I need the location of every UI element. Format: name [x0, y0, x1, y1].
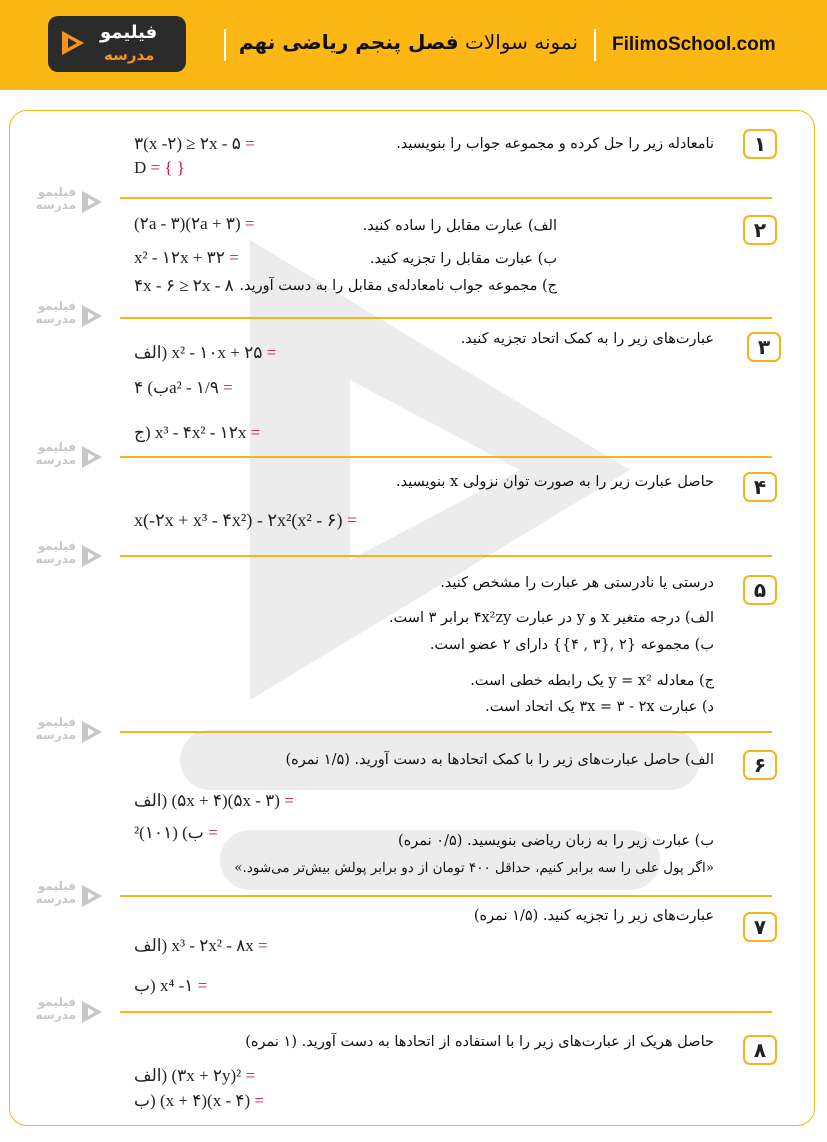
question-text: الف) حاصل عبارت‌های زیر را با کمک اتحادها به دست آورید. (۱/۵ نمره)	[285, 752, 714, 768]
question-divider	[120, 317, 772, 319]
math-expression: ب) x⁴ -۱ =	[134, 976, 208, 995]
question-text: نامعادله زیر را حل کرده و مجموعه جواب را بنویسید.	[396, 136, 714, 152]
side-watermark: فیلیمو مدرسه	[32, 441, 112, 475]
question-text: ج) معادله y = x² یک رابطه خطی است.	[470, 673, 714, 689]
question-text: حاصل هریک از عبارت‌های زیر را با استفاده از اتحادها به دست آورید. (۱ نمره)	[245, 1034, 714, 1050]
math-expression: الف ) (۵x + ۴)(۵x - ۳) =	[134, 791, 294, 810]
question-text: الف) عبارت مقابل را ساده کنید.	[362, 218, 557, 234]
question-number: ۷	[743, 912, 777, 942]
side-watermark: فیلیمو مدرسه	[32, 880, 112, 914]
question-divider	[120, 555, 772, 557]
play-watermark-icon	[80, 719, 104, 745]
side-watermark: فیلیمو مدرسه	[32, 300, 112, 334]
question-number: ۲	[743, 215, 777, 245]
question-number: ۶	[743, 750, 777, 780]
page-title	[240, 30, 578, 54]
question-text: عبارت‌های زیر را تجزیه کنید. (۱/۵ نمره)	[473, 908, 714, 924]
question-text: حاصل عبارت زیر را به صورت توان نزولی x بنویسید.	[396, 474, 714, 490]
math-expression: الف ) x² - ۱۰x + ۲۵ =	[134, 343, 277, 362]
math-expression: ۳(x -۲) ≥ ۲x - ۵ =	[134, 134, 255, 153]
question-divider	[120, 197, 772, 199]
question-text: ب) عبارت مقابل را تجزیه کنید.	[369, 251, 557, 267]
side-watermark: فیلیمو مدرسه	[32, 716, 112, 750]
question-text: ب) عبارت زیر را به زبان ریاضی بنویسید. (۰/۵ نمره)	[397, 833, 714, 849]
play-watermark-icon	[80, 999, 104, 1025]
question-text: الف) درجه متغیر x و y در عبارت ۴x²zy برابر ۳ است.	[388, 610, 714, 626]
site-url[interactable]: FilimoSchool.com	[612, 34, 776, 55]
question-text: عبارت‌های زیر را به کمک اتحاد تجزیه کنید.	[460, 331, 714, 347]
question-text: ب) مجموعه {۲ ,{۳ , ۴}} دارای ۲ عضو است.	[429, 637, 714, 653]
question-text: ج) مجموعه جواب نامعادله‌ی مقابل را به دست آورید.	[239, 278, 557, 294]
title-bold: فصل پنجم ریاضی نهم	[238, 30, 459, 54]
play-watermark-icon	[80, 444, 104, 470]
play-watermark-icon	[80, 883, 104, 909]
math-expression: الف ) (۳x + ۲y)² =	[134, 1066, 256, 1085]
question-text: «اگر پول علی را سه برابر کنیم، حداقل ۴۰۰ تومان از دو برابر پولش بیش‌تر می‌شود.»	[234, 860, 714, 876]
question-divider	[120, 1011, 772, 1013]
math-expression: ب) ۴ a² - ۱/۹ =	[134, 378, 233, 397]
math-expression: D = { }	[134, 158, 185, 177]
logo-top-text: فیلیمو	[100, 22, 158, 43]
math-expression: (۲a - ۳)(۲a + ۳) =	[134, 214, 255, 233]
question-number: ۳	[747, 332, 781, 362]
math-expression: ب) (۱۰۱)² =	[134, 823, 218, 842]
math-expression: ج) x³ - ۴x² - ۱۲x =	[134, 423, 261, 442]
header-bar	[0, 0, 827, 90]
question-divider	[120, 456, 772, 458]
math-expression: ۴x - ۶ ≥ ۲x - ۸	[134, 276, 234, 295]
play-logo-icon	[58, 28, 88, 58]
math-expression: ب) (x + ۴)(x - ۴) =	[134, 1091, 265, 1110]
math-expression: x(-۲x + x³ - ۴x²) - ۲x²(x² - ۶) =	[134, 510, 358, 530]
question-divider	[120, 731, 772, 733]
question-number: ۵	[743, 575, 777, 605]
question-text: درستی یا نادرستی هر عبارت را مشخص کنید.	[440, 575, 714, 591]
logo-bottom-text: مدرسه	[104, 46, 155, 64]
title-prefix: نمونه سوالات	[465, 30, 578, 54]
math-expression: x² - ۱۲x + ۳۲ =	[134, 248, 239, 267]
question-text: د) عبارت ۳x = ۳ - ۲x یک اتحاد است.	[485, 699, 714, 715]
math-expression: الف ) x³ - ۲x² - ۸x =	[134, 936, 268, 955]
question-number: ۴	[743, 472, 777, 502]
play-watermark-icon	[80, 543, 104, 569]
question-number: ۱	[743, 129, 777, 159]
play-watermark-icon	[80, 303, 104, 329]
play-watermark-icon	[80, 189, 104, 215]
filimo-school-logo[interactable]	[48, 16, 186, 72]
question-number: ۸	[743, 1035, 777, 1065]
question-divider	[120, 895, 772, 897]
side-watermark: فیلیمو مدرسه	[32, 996, 112, 1030]
header-divider-right	[594, 29, 596, 61]
side-watermark: فیلیمو مدرسه	[32, 540, 112, 574]
side-watermark: فیلیمو مدرسه	[32, 186, 112, 220]
header-divider-left	[224, 29, 226, 61]
